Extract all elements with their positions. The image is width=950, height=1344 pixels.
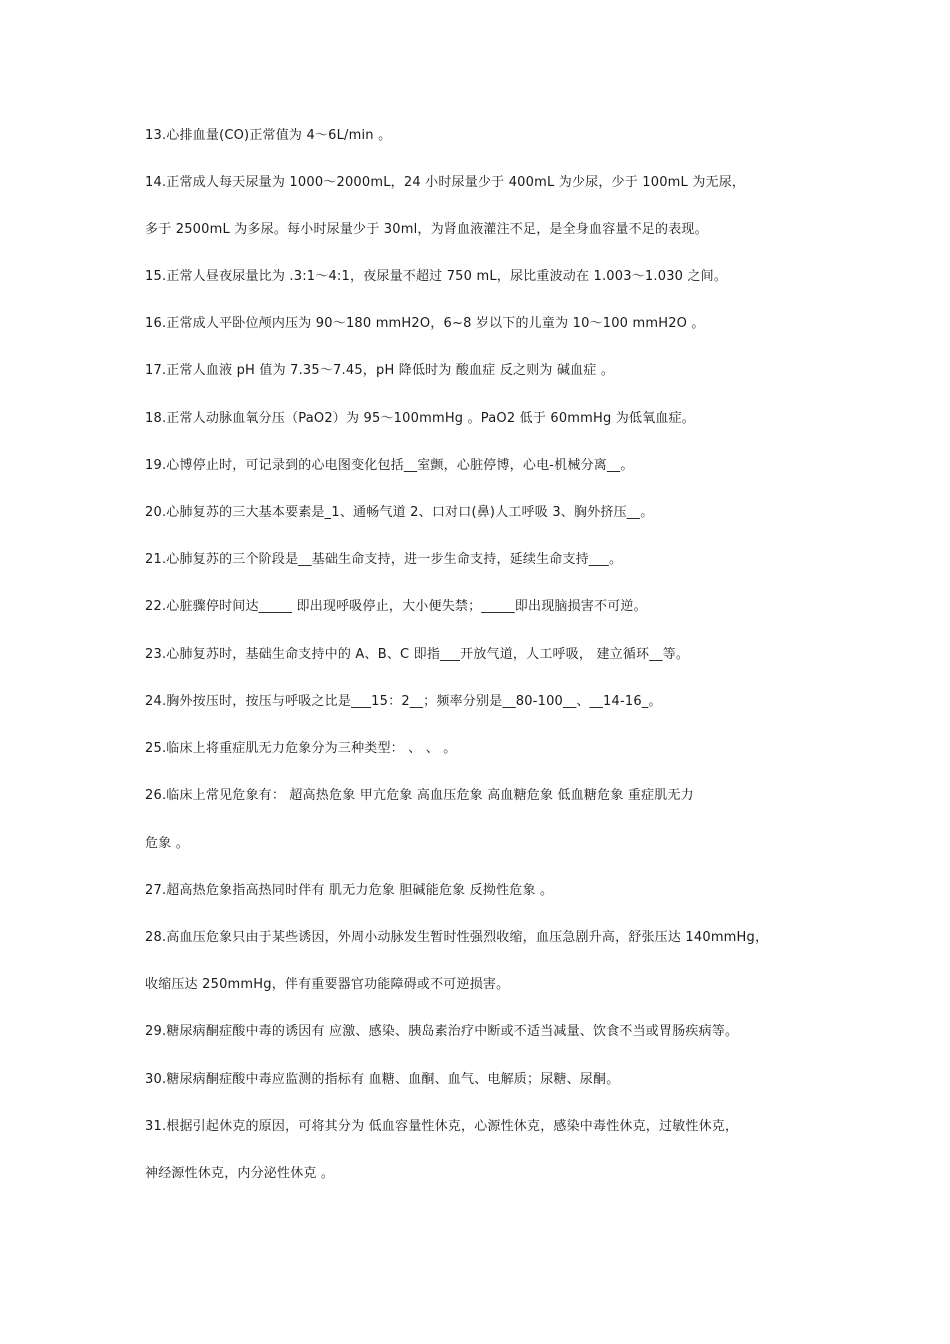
text-line: 17.正常人血液 pH 值为 7.35～7.45，pH 降低时为 酸血症 反之则为 碱血症 。 <box>145 363 615 378</box>
text-line: 神经源性休克，内分泌性休克 。 <box>145 1166 335 1181</box>
text-line: 18.正常人动脉血氧分压（PaO2）为 95～100mmHg 。PaO2 低于 60mmHg 为低氧血症。 <box>145 411 695 426</box>
text-line: 26.临床上常见危象有： 超高热危象 甲亢危象 高血压危象 高血糖危象 低血糖危象 重症肌无力 <box>145 788 694 803</box>
text-line: 收缩压达 250mmHg，伴有重要器官功能障碍或不可逆损害。 <box>145 977 510 992</box>
text-line: 危象 。 <box>145 836 189 851</box>
text-line: 14.正常成人每天尿量为 1000～2000mL，24 小时尿量少于 400mL 为少尿，少于 100mL 为无尿， <box>145 175 746 190</box>
text-line: 30.糖尿病酮症酸中毒应监测的指标有 血糖、血酮、血气、电解质；尿糖、尿酮。 <box>145 1072 620 1087</box>
text-line: 21.心肺复苏的三个阶段是__基础生命支持，进一步生命支持，延续生命支持___。 <box>145 552 623 567</box>
text-line: 31.根据引起休克的原因，可将其分为 低血容量性休克，心源性休克，感染中毒性休克，过敏性休克， <box>145 1119 739 1134</box>
text-line: 28.高血压危象只由于某些诱因，外周小动脉发生暂时性强烈收缩，血压急剧升高，舒张压达 140mmHg， <box>145 930 769 945</box>
text-line: 20.心肺复苏的三大基本要素是_1、通畅气道 2、口对口(鼻)人工呼吸 3、胸外挤压__。 <box>145 505 654 520</box>
text-line: 25.临床上将重症肌无力危象分为三种类型： 、 、 。 <box>145 741 457 756</box>
text-line: 29.糖尿病酮症酸中毒的诱因有 应激、感染、胰岛素治疗中断或不适当减量、饮食不当或胃肠疾病等。 <box>145 1024 739 1039</box>
text-line: 27.超高热危象指高热同时伴有 肌无力危象 胆碱能危象 反拗性危象 。 <box>145 883 554 898</box>
text-line: 13.心排血量(CO)正常值为 4～6L/min 。 <box>145 128 392 143</box>
text-line: 多于 2500mL 为多尿。每小时尿量少于 30ml，为肾血液灌注不足，是全身血容量不足的表现。 <box>145 222 708 237</box>
text-line: 19.心博停止时，可记录到的心电图变化包括__室颤，心脏停博，心电-机械分离__。 <box>145 458 634 473</box>
text-line: 24.胸外按压时，按压与呼吸之比是___15：2__；频率分别是__80-100__、__14-16_。 <box>145 694 662 709</box>
text-line: 15.正常人昼夜尿量比为 .3:1～4:1，夜尿量不超过 750 mL，尿比重波动在 1.003～1.030 之间。 <box>145 269 728 284</box>
text-line: 23.心肺复苏时，基础生命支持中的 A、B、C 即指___开放气道，人工呼吸， 建立循环__等。 <box>145 647 690 662</box>
text-line: 22.心脏骤停时间达_____ 即出现呼吸停止，大小便失禁；_____即出现脑损害不可逆。 <box>145 599 647 614</box>
text-line: 16.正常成人平卧位颅内压为 90～180 mmH2O，6~8 岁以下的儿童为 10～100 mmH2O 。 <box>145 316 705 331</box>
